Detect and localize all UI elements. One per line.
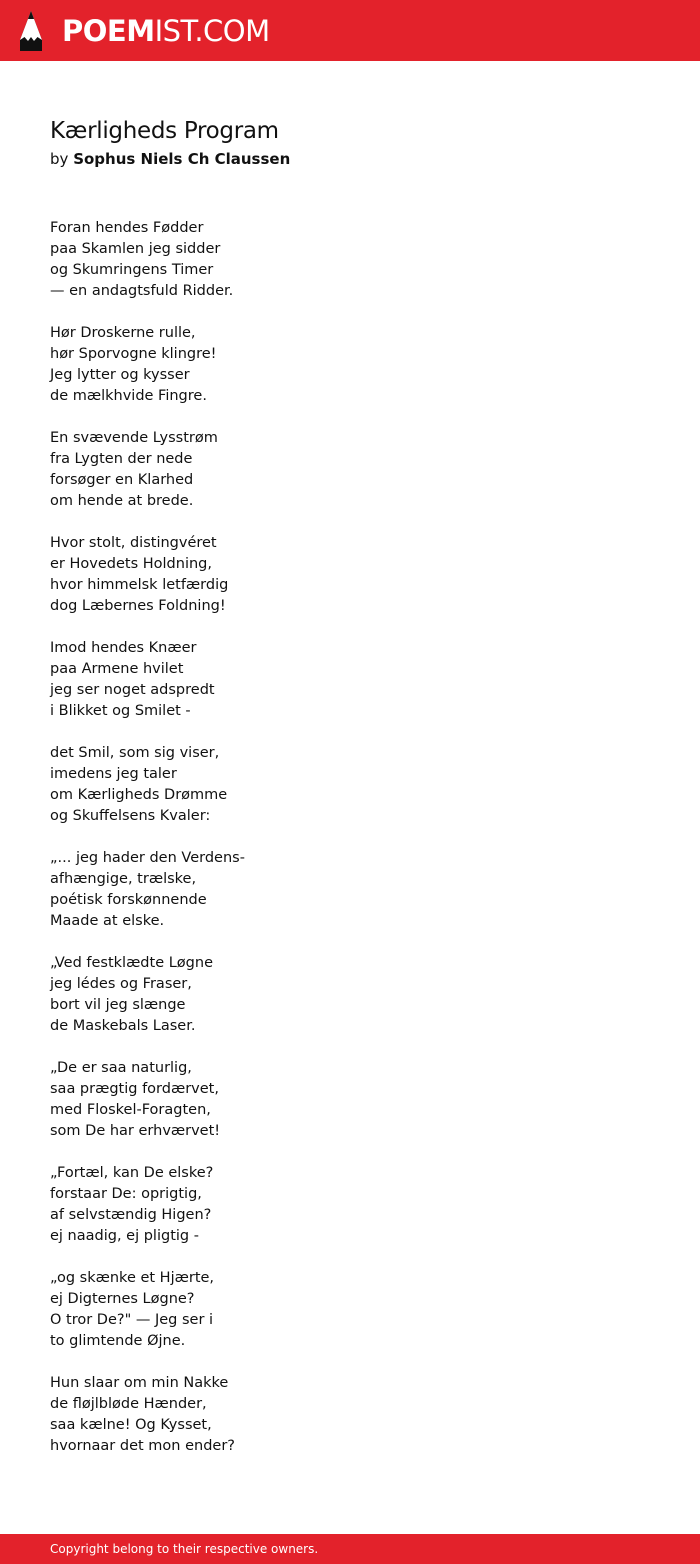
- poem-line: bort vil jeg slænge: [50, 997, 186, 1013]
- poem-line: jeg lédes og Fraser,: [50, 976, 192, 992]
- poem-stanza: [50, 848, 650, 932]
- poem-line: Foran hendes Fødder: [50, 220, 204, 236]
- poem-stanza: [50, 638, 650, 722]
- poem-line: saa kælne! Og Kysset,: [50, 1417, 212, 1433]
- poem-line: hvor himmelsk letfærdig: [50, 577, 229, 593]
- poem-line: ej naadig, ej pligtig -: [50, 1228, 199, 1244]
- poem-line: de Maskebals Laser.: [50, 1018, 196, 1034]
- poem-line: „De er saa naturlig,: [50, 1060, 192, 1076]
- byline: [50, 148, 650, 170]
- poem-line: af selvstændig Higen?: [50, 1207, 212, 1223]
- poem-line: med Floskel-Foragten,: [50, 1102, 211, 1118]
- poem-stanza: [50, 533, 650, 617]
- poem-line: ej Digternes Løgne?: [50, 1291, 195, 1307]
- poem-line: „og skænke et Hjærte,: [50, 1270, 215, 1286]
- poem-stanza: [50, 1163, 650, 1247]
- poem-line: det Smil, som sig viser,: [50, 745, 220, 761]
- poem-line: Imod hendes Knæer: [50, 640, 197, 656]
- poem-body: [50, 218, 650, 1478]
- poem-line: fra Lygten der nede: [50, 451, 193, 467]
- byline-prefix: by: [50, 150, 69, 168]
- site-footer: [0, 1534, 700, 1564]
- poem-line: paa Skamlen jeg sidder: [50, 241, 221, 257]
- poem-line: En svævende Lysstrøm: [50, 430, 218, 446]
- poem-stanza: [50, 323, 650, 407]
- poem-line: Jeg lytter og kysser: [50, 367, 190, 383]
- pencil-icon: [18, 10, 44, 52]
- poem-line: dog Læbernes Foldning!: [50, 598, 226, 614]
- logo-light-text: IST.COM: [154, 13, 270, 48]
- poem-line: paa Armene hvilet: [50, 661, 184, 677]
- poem-line: Hør Droskerne rulle,: [50, 325, 196, 341]
- poem-line: „Fortæl, kan De elske?: [50, 1165, 214, 1181]
- poem-line: og Skumringens Timer: [50, 262, 214, 278]
- poem-line: forstaar De: oprigtig,: [50, 1186, 202, 1202]
- poem-line: to glimtende Øjne.: [50, 1333, 186, 1349]
- poem-line: jeg ser noget adspredt: [50, 682, 215, 698]
- poem-line: saa prægtig fordærvet,: [50, 1081, 219, 1097]
- poem-line: Hvor stolt, distingvéret: [50, 535, 217, 551]
- poem-stanza: [50, 218, 650, 302]
- poem-line: O tror De?" — Jeg ser i: [50, 1312, 214, 1328]
- poem-line: hør Sporvogne klingre!: [50, 346, 217, 362]
- poem-stanza: [50, 1268, 650, 1352]
- poem-line: poétisk forskønnende: [50, 892, 207, 908]
- poem-line: er Hovedets Holdning,: [50, 556, 212, 572]
- poem-line: Hun slaar om min Nakke: [50, 1375, 229, 1391]
- poem-stanza: [50, 1373, 650, 1457]
- poem-stanza: [50, 953, 650, 1037]
- poem-line: Maade at elske.: [50, 913, 165, 929]
- poem-stanza: [50, 428, 650, 512]
- poem-line: afhængige, trælske,: [50, 871, 197, 887]
- logo-bold-text: POEM: [62, 13, 155, 48]
- poem-title: Kærligheds Program: [50, 118, 279, 144]
- site-logo-link[interactable]: [18, 9, 270, 53]
- poem-header: [50, 116, 650, 170]
- poem-line: hvornaar det mon ender?: [50, 1438, 235, 1454]
- author-link[interactable]: Sophus Niels Ch Claussen: [73, 150, 291, 168]
- poem-line: forsøger en Klarhed: [50, 472, 194, 488]
- site-header: [0, 0, 700, 61]
- poem-line: „... jeg hader den Verdens-: [50, 850, 245, 866]
- copyright-text: Copyright belong to their respective owners.: [50, 1542, 319, 1556]
- poem-line: i Blikket og Smilet -: [50, 703, 191, 719]
- poem-line: — en andagtsfuld Ridder.: [50, 283, 234, 299]
- site-logo-text: [62, 13, 270, 48]
- poem-stanza: [50, 1058, 650, 1142]
- poem-line: imedens jeg taler: [50, 766, 177, 782]
- poem-line: som De har erhværvet!: [50, 1123, 221, 1139]
- poem-line: om hende at brede.: [50, 493, 194, 509]
- poem-line: de mælkhvide Fingre.: [50, 388, 207, 404]
- poem-stanza: [50, 743, 650, 827]
- poem-line: og Skuffelsens Kvaler:: [50, 808, 211, 824]
- poem-line: de fløjlbløde Hænder,: [50, 1396, 207, 1412]
- poem-line: „Ved festklædte Løgne: [50, 955, 213, 971]
- poem-line: om Kærligheds Drømme: [50, 787, 228, 803]
